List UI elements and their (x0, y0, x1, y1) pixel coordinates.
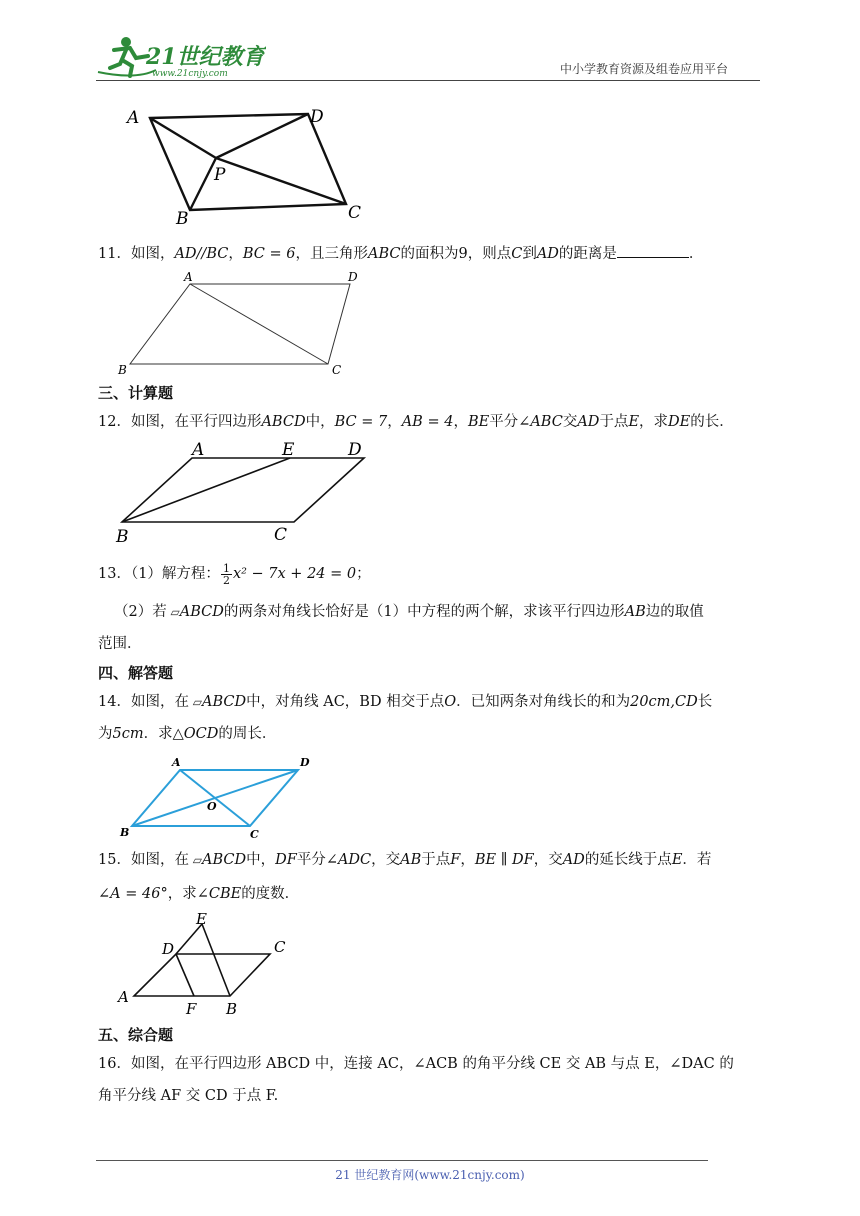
figure-q11 (112, 268, 372, 380)
svg-text:C: C (274, 938, 286, 956)
svg-text:D: D (300, 756, 310, 769)
figure-q14 (114, 752, 324, 842)
svg-text:B: B (226, 1000, 238, 1018)
parallelogram-icon: ▱ (188, 695, 202, 709)
question-11: 11．如图，AD//BC，BC = 6，且三角形ABC的面积为9，则点C到AD的距离是 ． (98, 240, 762, 268)
fraction: $\frac{1}{2}$ (222, 561, 230, 587)
section-3-title: 三、计算题 (98, 384, 174, 402)
question-14-line-2: 为5cm．求△OCD的周长． (98, 726, 277, 742)
parallelogram-icon: ▱ (188, 853, 202, 867)
svg-text:A: A (192, 440, 205, 460)
fig10-label-a: A (127, 108, 140, 128)
footer-divider (96, 1160, 708, 1161)
header-divider (96, 80, 760, 81)
section-5-title: 五、综合题 (98, 1026, 174, 1044)
svg-text:B: B (118, 363, 127, 377)
svg-text:B: B (116, 527, 129, 547)
question-13-part-2: （2）若 ▱ABCD的两条对角线长恰好是（1）中方程的两个解，求该平行四边形AB边的取值 (114, 604, 704, 620)
section-4-title: 四、解答题 (98, 664, 174, 682)
question-13-part-2-cont: 范围． (98, 636, 142, 652)
question-12: 12．如图，在平行四边形ABCD中，BC = 7，AB = 4，BE平分∠ABC交AD于点E，求DE的长． (98, 414, 734, 430)
question-14: 14．如图，在 ▱ABCD中，对角线 AC，BD 相交于点O．已知两条对角线长的和为20cm,CD长 (98, 694, 713, 710)
question-16-line-1: 16．如图，在平行四边形 ABCD 中，连接 AC，∠ACB 的角平分线 CE 交 AB 与点 E，∠DAC 的 (98, 1056, 734, 1072)
platform-name: 中小学教育资源及组卷应用平台 (560, 62, 729, 76)
question-16-line-2: 角平分线 AF 交 CD 于点 F. (98, 1088, 279, 1104)
svg-text:A: A (172, 756, 181, 769)
question-15-line-2: ∠A = 46°，求∠CBE的度数． (98, 886, 300, 902)
svg-text:C: C (274, 525, 288, 545)
svg-text:A: A (184, 270, 193, 284)
svg-text:D: D (348, 270, 358, 284)
svg-text:E: E (196, 910, 207, 928)
parallelogram-icon: ▱ (166, 605, 180, 619)
svg-text:F: F (186, 1000, 197, 1018)
svg-text:D: D (162, 940, 175, 958)
svg-text:D: D (348, 440, 362, 460)
logo-text: 21世纪教育 (146, 44, 265, 70)
svg-text:C: C (250, 828, 259, 841)
question-13-part-1: 13．（1）解方程： $\frac{1}{2}$ x² − 7x + 24 = 0； (98, 561, 371, 587)
svg-text:A: A (118, 988, 129, 1006)
fig10-label-b: B (176, 209, 189, 226)
svg-text:C: C (332, 363, 342, 377)
figure-q10 (120, 96, 380, 226)
site-logo (96, 34, 266, 80)
figure-q12 (112, 436, 382, 548)
figure-q15 (114, 910, 304, 1020)
fig10-label-c: C (348, 203, 362, 223)
svg-text:O: O (207, 800, 217, 813)
svg-text:E: E (282, 440, 295, 460)
logo-url: www.21cnjy.com (152, 69, 228, 79)
question-15: 15．如图，在 ▱ABCD中，DF平分∠ADC，交AB于点F，BE ∥ DF，交AD的延长线于点E．若 (98, 852, 712, 868)
answer-blank[interactable] (617, 243, 689, 258)
fig10-label-p: P (214, 165, 226, 185)
svg-text:B: B (120, 826, 130, 839)
footer-link[interactable]: 21 世纪教育网(www.21cnjy.com) (335, 1168, 525, 1182)
fig10-label-d: D (310, 107, 324, 127)
